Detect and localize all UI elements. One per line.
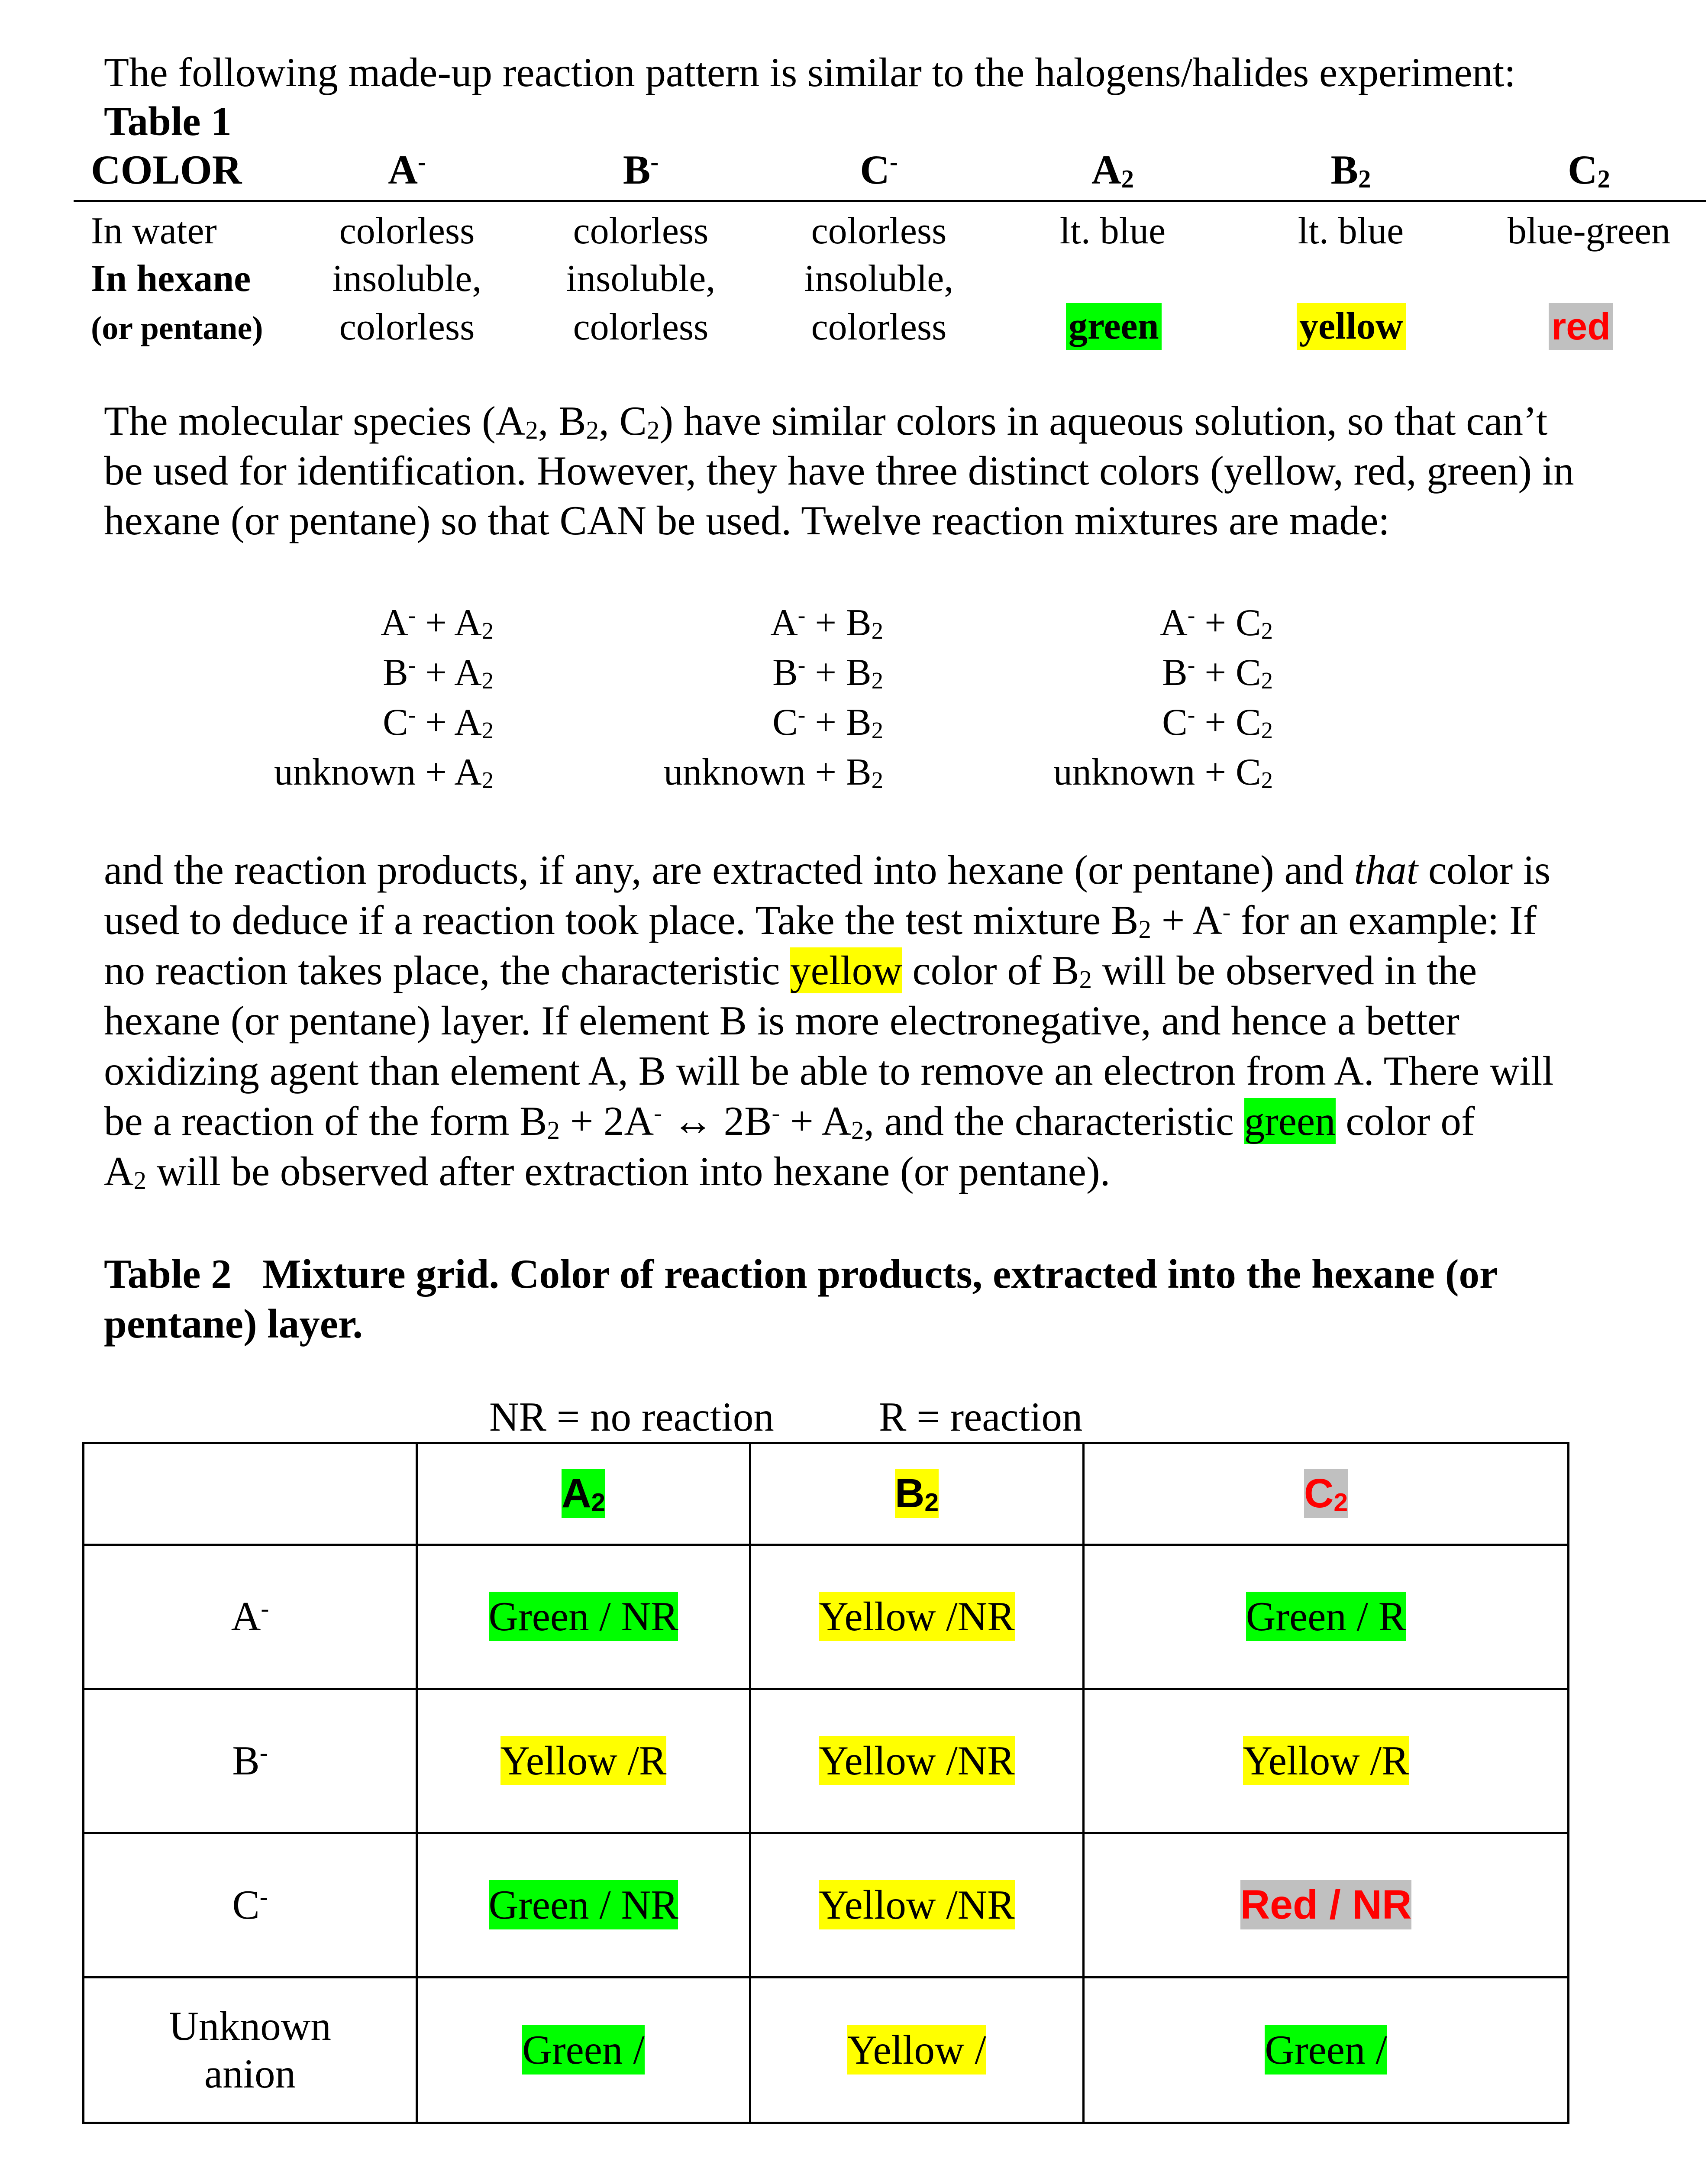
mixture-b-ion-b2: $B^- + B_2$ bbox=[772, 652, 883, 694]
para1-line3: hexane (or pentane) so that CAN be used. Twelve reaction mixtures are made: bbox=[104, 498, 1390, 543]
grid-cell: Yellow /R bbox=[417, 1689, 750, 1833]
table1-header-b2: $B_2$ bbox=[1330, 147, 1371, 193]
grid-row-label: B- bbox=[84, 1689, 417, 1833]
hexane-b-ion-line2: colorless bbox=[573, 306, 709, 348]
mixture-unknown-b2: unknown + $B_2$ bbox=[663, 751, 883, 794]
grid-row-label: C- bbox=[84, 1833, 417, 1978]
mixture-unknown-a2: unknown + $A_2$ bbox=[274, 751, 494, 794]
table1-header-c2: $C_2$ bbox=[1567, 147, 1611, 193]
grid-row-label: Unknown anion bbox=[84, 1978, 417, 2123]
grid-cell: Green / NR bbox=[417, 1833, 750, 1978]
table1-header-b-ion: B- bbox=[623, 147, 659, 193]
para2-line2: used to deduce if a reaction took place. Take the test mixture $B_2 + A^-$ for an example: If bbox=[104, 897, 1537, 944]
para2-line6: be a reaction of the form $B_2 + 2A^-$ ↔ $2B^- + A_2$, and the characteristic green color of bbox=[104, 1098, 1475, 1144]
hexane-a-ion-line1: insoluble, bbox=[332, 258, 482, 300]
grid-header-c2: $C_2$ bbox=[1084, 1443, 1569, 1545]
table1-header-a2: $A_2$ bbox=[1091, 147, 1134, 193]
hexane-b-ion-line1: insoluble, bbox=[566, 258, 716, 300]
grid-cell: Green / R bbox=[1084, 1545, 1569, 1689]
grid-cell: Yellow /NR bbox=[750, 1545, 1084, 1689]
para2-line5: oxidizing agent than element A, B will be able to remove an electron from A. There will bbox=[104, 1048, 1554, 1094]
table1-title: Table 1 bbox=[104, 98, 232, 144]
para1-line1: The molecular species ($A_2$, $B_2$, $C_2$) have similar colors in aqueous solution, so that can’t bbox=[104, 398, 1548, 444]
mixture-unknown-c2: unknown + $C_2$ bbox=[1053, 751, 1273, 794]
row-water-label: In water bbox=[91, 210, 217, 252]
water-c-ion: colorless bbox=[811, 210, 947, 252]
grid-row-label: A- bbox=[84, 1545, 417, 1689]
grid-cell: Green / NR bbox=[417, 1545, 750, 1689]
mixture-c-ion-b2: $C^- + B_2$ bbox=[772, 701, 883, 744]
mixture-b-ion-a2: $B^- + A_2$ bbox=[383, 652, 494, 694]
table1-header-a-ion: A- bbox=[388, 147, 426, 193]
para2-line1: and the reaction products, if any, are extracted into hexane (or pentane) and that color is bbox=[104, 847, 1551, 893]
row-hexane-label: In hexane bbox=[91, 258, 251, 300]
mixture-a-ion-a2: $A^- + A_2$ bbox=[381, 602, 494, 644]
water-a2: lt. blue bbox=[1059, 210, 1166, 252]
row-hexane-label2: (or pentane) bbox=[91, 310, 263, 346]
para2-line4: hexane (or pentane) layer. If element B is more electronegative, and hence a better bbox=[104, 998, 1459, 1044]
legend-nr: NR = no reaction bbox=[489, 1394, 774, 1440]
intro-text: The following made-up reaction pattern is similar to the halogens/halides experiment: bbox=[104, 49, 1516, 95]
legend-r: R = reaction bbox=[879, 1394, 1083, 1440]
water-b-ion: colorless bbox=[573, 210, 709, 252]
table2-caption-line1: Table 2 Mixture grid. Color of reaction products, extracted into the hexane (or bbox=[104, 1251, 1498, 1297]
grid-cell: Yellow /NR bbox=[750, 1689, 1084, 1833]
hexane-b2-yellow: yellow bbox=[1297, 303, 1406, 350]
grid-row-c-ion bbox=[84, 1833, 1569, 1978]
mixture-grid bbox=[82, 1442, 1569, 2124]
table1-header-c-ion: C- bbox=[860, 147, 898, 193]
para1-line2: be used for identification. However, they have three distinct colors (yellow, red, green) in bbox=[104, 448, 1574, 494]
grid-cell: Green / bbox=[1084, 1978, 1569, 2123]
mixture-a-ion-b2: $A^- + B_2$ bbox=[770, 602, 883, 644]
hexane-c-ion-line2: colorless bbox=[811, 306, 947, 348]
table1-divider bbox=[74, 200, 1706, 202]
para2-line3: no reaction takes place, the characteristic yellow color of $B_2$ will be observed in the bbox=[104, 947, 1477, 994]
grid-cell: Yellow / bbox=[750, 1978, 1084, 2123]
water-b2: lt. blue bbox=[1298, 210, 1404, 252]
hexane-a-ion-line2: colorless bbox=[339, 306, 475, 348]
table1-header-color: COLOR bbox=[91, 147, 242, 193]
grid-header-b2: $B_2$ bbox=[750, 1443, 1084, 1545]
mixture-c-ion-a2: $C^- + A_2$ bbox=[383, 701, 494, 744]
grid-cell: Red / NR bbox=[1084, 1833, 1569, 1978]
mixture-c-ion-c2: $C^- + C_2$ bbox=[1162, 701, 1273, 744]
hexane-a2-green: green bbox=[1066, 303, 1162, 350]
grid-header-row bbox=[84, 1443, 1569, 1545]
grid-cell: Green / bbox=[417, 1978, 750, 2123]
grid-corner-cell bbox=[84, 1443, 417, 1545]
mixture-a-ion-c2: $A^- + C_2$ bbox=[1160, 602, 1273, 644]
mixture-b-ion-c2: $B^- + C_2$ bbox=[1162, 652, 1273, 694]
yellow-highlight: yellow bbox=[790, 947, 902, 993]
grid-header-a2: $A_2$ bbox=[417, 1443, 750, 1545]
grid-row-unknown bbox=[84, 1978, 1569, 2123]
green-highlight: green bbox=[1244, 1098, 1336, 1144]
para2-line7: $A_2$ will be observed after extraction into hexane (or pentane). bbox=[104, 1148, 1111, 1195]
table2-caption-line2: pentane) layer. bbox=[104, 1301, 363, 1347]
grid-cell: Yellow /R bbox=[1084, 1689, 1569, 1833]
water-c2: blue-green bbox=[1507, 210, 1671, 252]
grid-cell: Yellow /NR bbox=[750, 1833, 1084, 1978]
grid-row-a-ion bbox=[84, 1545, 1569, 1689]
hexane-c2-red: red bbox=[1549, 303, 1613, 350]
grid-row-b-ion bbox=[84, 1689, 1569, 1833]
hexane-c-ion-line1: insoluble, bbox=[804, 258, 954, 300]
water-a-ion: colorless bbox=[339, 210, 475, 252]
